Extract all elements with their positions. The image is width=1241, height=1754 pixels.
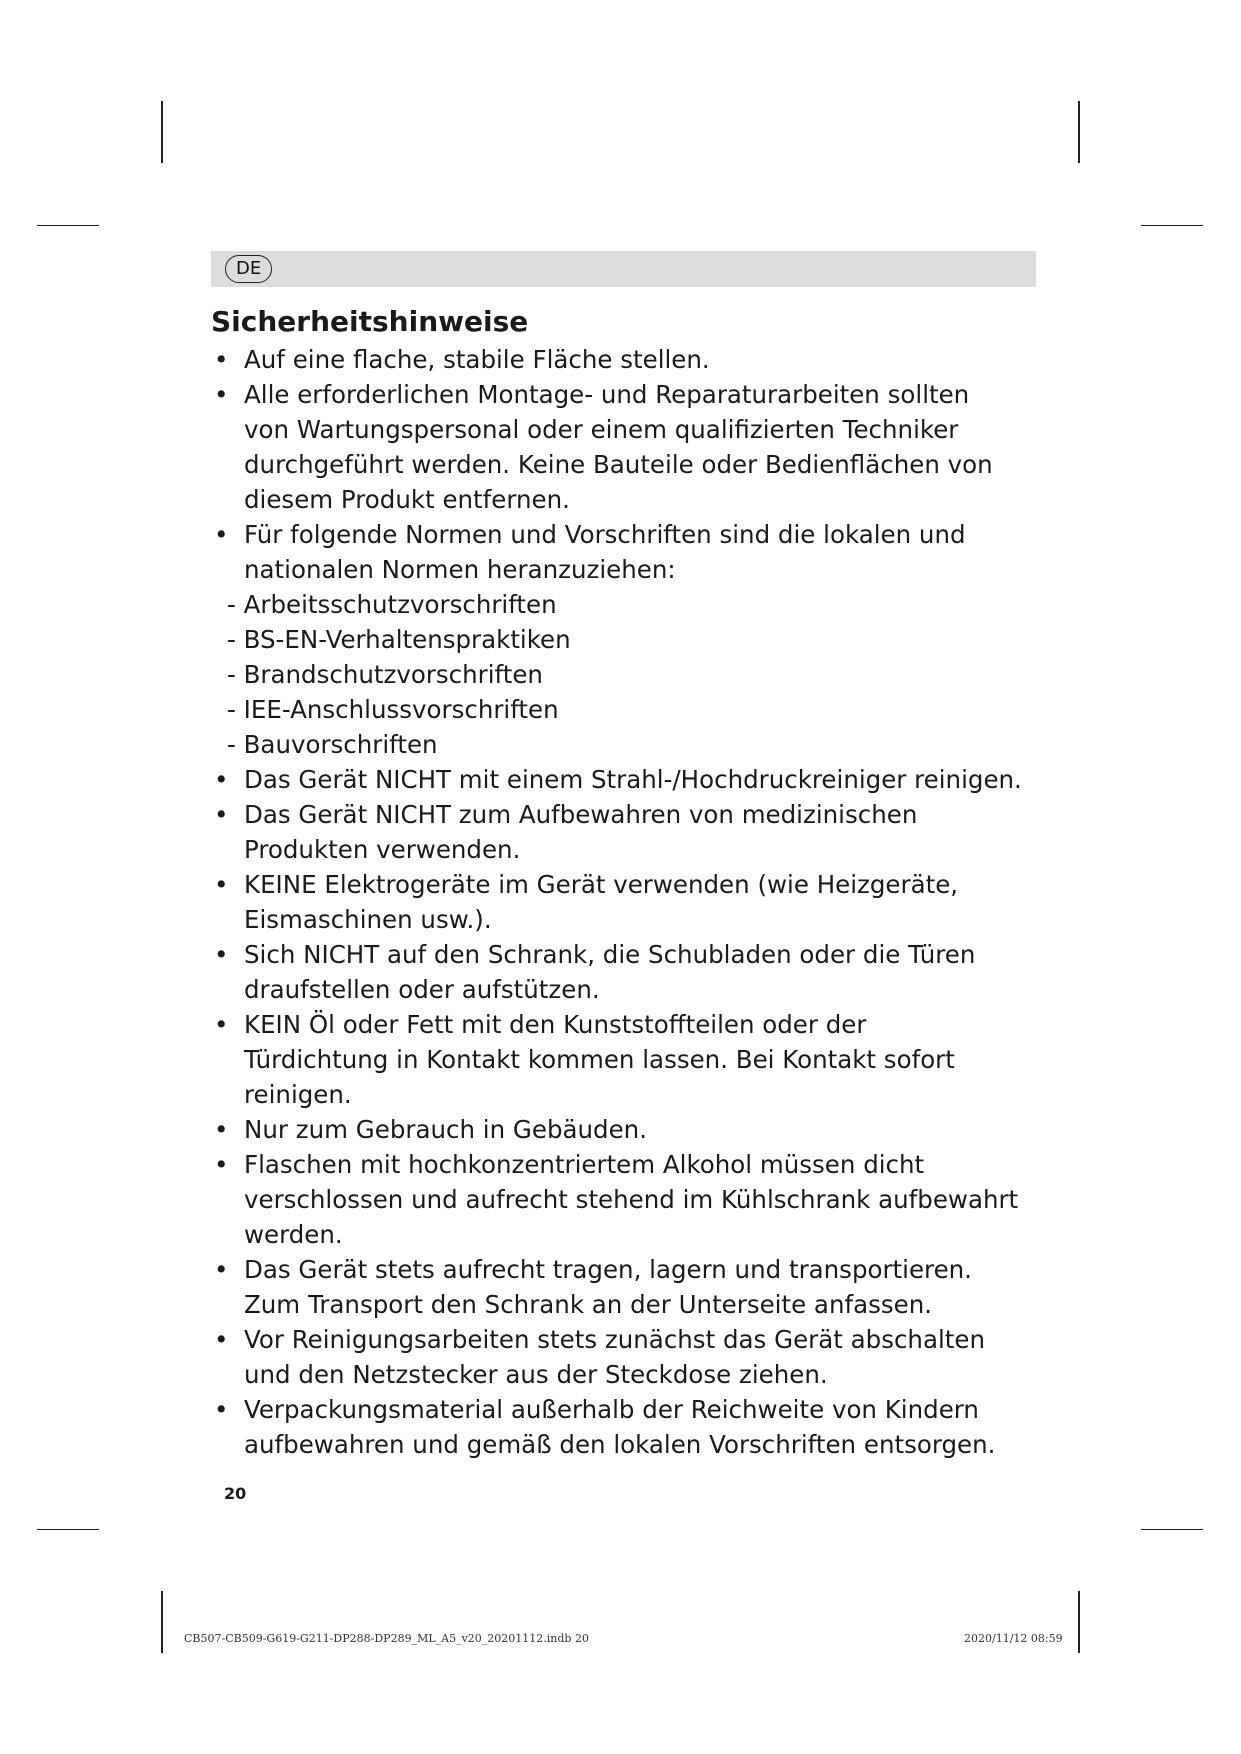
section-title: Sicherheitshinweise	[211, 305, 529, 338]
list-item-line: Das Gerät NICHT mit einem Strahl-/Hochdruckreiniger reinigen.	[244, 765, 1022, 794]
crop-mark-right-lower	[1141, 1529, 1203, 1530]
list-item-line: Sich NICHT auf den Schrank, die Schubladen oder die Türen	[244, 940, 976, 969]
bullet-icon: •	[214, 1115, 229, 1144]
bullet-icon: •	[214, 1010, 229, 1039]
list-item-line: Flaschen mit hochkonzentriertem Alkohol müssen dicht	[244, 1150, 925, 1179]
list-item-line: KEINE Elektrogeräte im Gerät verwenden (wie Heizgeräte,	[244, 870, 959, 899]
list-item	[211, 517, 1061, 587]
list-item-line: werden.	[244, 1220, 343, 1249]
bullet-icon: •	[214, 1325, 229, 1354]
bullet-icon: •	[214, 800, 229, 829]
list-item-line: Alle erforderlichen Montage- und Reparaturarbeiten sollten	[244, 380, 970, 409]
list-item	[211, 1007, 1061, 1112]
list-item-line: Verpackungsmaterial außerhalb der Reichweite von Kindern	[244, 1395, 979, 1424]
bullet-icon: •	[214, 940, 229, 969]
list-item-line: - Arbeitsschutzvorschriften	[227, 590, 557, 619]
footer-file-name: CB507-CB509-G619-G211-DP288-DP289_ML_A5_v20_20201112.indb 20	[184, 1632, 589, 1645]
language-header-bar	[211, 251, 1036, 287]
list-item	[211, 1112, 1061, 1147]
crop-mark-top-left	[161, 101, 163, 163]
list-item-line: Eismaschinen usw.).	[244, 905, 492, 934]
list-item-line: und den Netzstecker aus der Steckdose ziehen.	[244, 1360, 828, 1389]
crop-mark-left-lower	[37, 1529, 99, 1530]
list-item	[211, 1252, 1061, 1322]
list-item	[211, 1147, 1061, 1252]
bullet-icon: •	[214, 1255, 229, 1284]
bullet-icon: •	[214, 380, 229, 409]
list-item-line: Das Gerät NICHT zum Aufbewahren von medizinischen	[244, 800, 918, 829]
list-item	[211, 342, 1061, 377]
list-item-line: - BS-EN-Verhaltenspraktiken	[227, 625, 571, 654]
list-item	[211, 762, 1061, 797]
list-item-line: - IEE-Anschlussvorschriften	[227, 695, 559, 724]
list-item-line: Zum Transport den Schrank an der Unterseite anfassen.	[244, 1290, 933, 1319]
list-item-line: Nur zum Gebrauch in Gebäuden.	[244, 1115, 647, 1144]
list-item-line: Auf eine flache, stabile Fläche stellen.	[244, 345, 710, 374]
page-number: 20	[224, 1484, 247, 1503]
crop-mark-left-upper	[37, 225, 99, 226]
list-item	[211, 797, 1061, 867]
crop-mark-right-upper	[1141, 225, 1203, 226]
bullet-icon: •	[214, 345, 229, 374]
footer-datetime: 2020/11/12 08:59	[964, 1632, 1063, 1645]
bullet-icon: •	[214, 1150, 229, 1179]
list-item-line: Das Gerät stets aufrecht tragen, lagern und transportieren.	[244, 1255, 972, 1284]
list-item-line: reinigen.	[244, 1080, 352, 1109]
list-item	[211, 867, 1061, 937]
sub-list-item	[211, 657, 1061, 692]
sub-list-item	[211, 727, 1061, 762]
bullet-icon: •	[214, 1395, 229, 1424]
list-item-line: von Wartungspersonal oder einem qualifizierten Techniker	[244, 415, 959, 444]
list-item-line: aufbewahren und gemäß den lokalen Vorschriften entsorgen.	[244, 1430, 996, 1459]
list-item-line: diesem Produkt entfernen.	[244, 485, 570, 514]
bullet-icon: •	[214, 765, 229, 794]
list-item	[211, 937, 1061, 1007]
list-item-line: draufstellen oder aufstützen.	[244, 975, 600, 1004]
list-item	[211, 377, 1061, 517]
list-item-line: nationalen Normen heranzuziehen:	[244, 555, 676, 584]
bullet-icon: •	[214, 520, 229, 549]
list-item-line: durchgeführt werden. Keine Bauteile oder Bedienflächen von	[244, 450, 993, 479]
language-badge: DE	[225, 255, 272, 283]
crop-mark-bottom-right	[1078, 1591, 1080, 1653]
list-item	[211, 1392, 1061, 1462]
list-item	[211, 1322, 1061, 1392]
list-item-line: Vor Reinigungsarbeiten stets zunächst das Gerät abschalten	[244, 1325, 985, 1354]
list-item-line: - Bauvorschriften	[227, 730, 438, 759]
list-item-line: KEIN Öl oder Fett mit den Kunststoffteilen oder der	[244, 1010, 867, 1039]
list-item-line: - Brandschutzvorschriften	[227, 660, 543, 689]
list-item-line: Produkten verwenden.	[244, 835, 521, 864]
sub-list-item	[211, 587, 1061, 622]
list-item-line: Für folgende Normen und Vorschriften sind die lokalen und	[244, 520, 966, 549]
sub-list-item	[211, 692, 1061, 727]
sub-list-item	[211, 622, 1061, 657]
safety-list	[211, 342, 1061, 1462]
bullet-icon: •	[214, 870, 229, 899]
crop-mark-top-right	[1078, 101, 1080, 163]
crop-mark-bottom-left	[161, 1591, 163, 1653]
list-item-line: Türdichtung in Kontakt kommen lassen. Bei Kontakt sofort	[244, 1045, 955, 1074]
list-item-line: verschlossen und aufrecht stehend im Kühlschrank aufbewahrt	[244, 1185, 1019, 1214]
safety-section	[211, 302, 1061, 1462]
